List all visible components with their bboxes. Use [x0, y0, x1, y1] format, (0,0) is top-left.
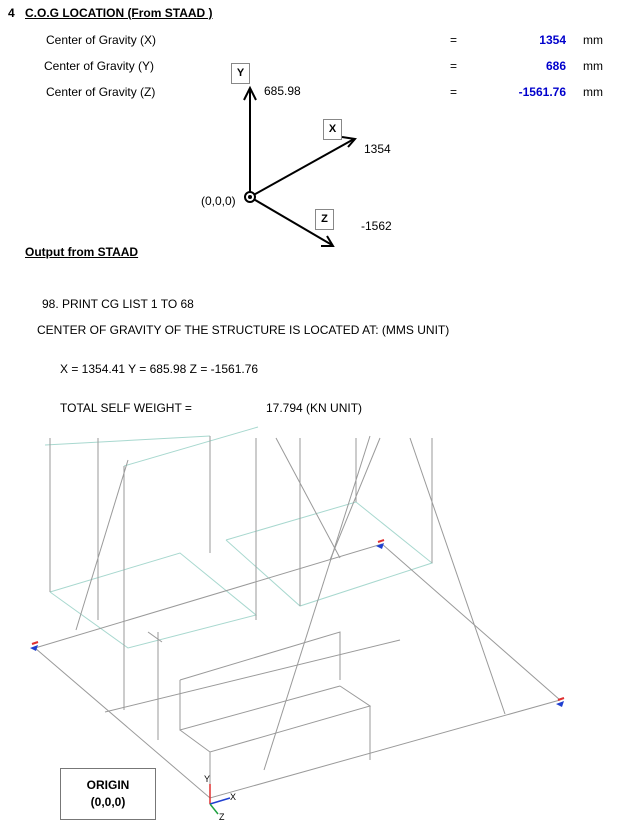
section-title: C.O.G LOCATION (From STAAD ): [25, 6, 213, 20]
cog-value-z: -1561.76: [518, 85, 566, 99]
cog-unit-y: mm: [583, 59, 603, 73]
y-axis-value: 685.98: [264, 84, 301, 98]
global-axis-triad: [210, 784, 230, 814]
y-axis-label: Y: [231, 63, 250, 84]
output-weight-value: 17.794 (KN UNIT): [266, 401, 363, 415]
output-weight-label: TOTAL SELF WEIGHT =: [60, 401, 192, 415]
triad-y-label: Y: [204, 774, 211, 784]
upper-frame: [45, 427, 432, 648]
origin-callout-title: ORIGIN: [86, 778, 130, 792]
cog-label-z: Center of Gravity (Z): [46, 85, 156, 99]
output-cg-header: CENTER OF GRAVITY OF THE STRUCTURE IS LOCATED AT: (MMS UNIT): [37, 323, 450, 337]
x-axis-label: X: [323, 119, 342, 140]
output-cg-values: X = 1354.41 Y = 685.98 Z = -1561.76: [60, 362, 259, 376]
cog-eq-y: =: [450, 59, 458, 73]
origin-label: (0,0,0): [201, 194, 236, 208]
origin-callout: [60, 768, 156, 820]
z-axis-value: -1562: [361, 219, 392, 233]
section-number: 4: [8, 6, 15, 20]
origin-callout-coords: (0,0,0): [90, 795, 126, 809]
cog-unit-x: mm: [583, 33, 603, 47]
cog-eq-x: =: [450, 33, 458, 47]
frame-members: [35, 436, 560, 798]
x-axis-value: 1354: [364, 142, 391, 156]
output-command: 98. PRINT CG LIST 1 TO 68: [42, 297, 194, 311]
cog-value-y: 686: [545, 59, 566, 73]
triad-x-label: X: [230, 792, 237, 802]
cog-eq-z: =: [450, 85, 458, 99]
z-axis-label: Z: [315, 209, 334, 230]
cog-unit-z: mm: [583, 85, 603, 99]
cog-label-x: Center of Gravity (X): [46, 33, 157, 47]
output-heading: Output from STAAD: [25, 245, 139, 259]
cog-value-x: 1354: [539, 33, 566, 47]
triad-z-label: Z: [219, 812, 225, 822]
support-markers: [30, 540, 564, 707]
cog-label-y: Center of Gravity (Y): [44, 59, 155, 73]
